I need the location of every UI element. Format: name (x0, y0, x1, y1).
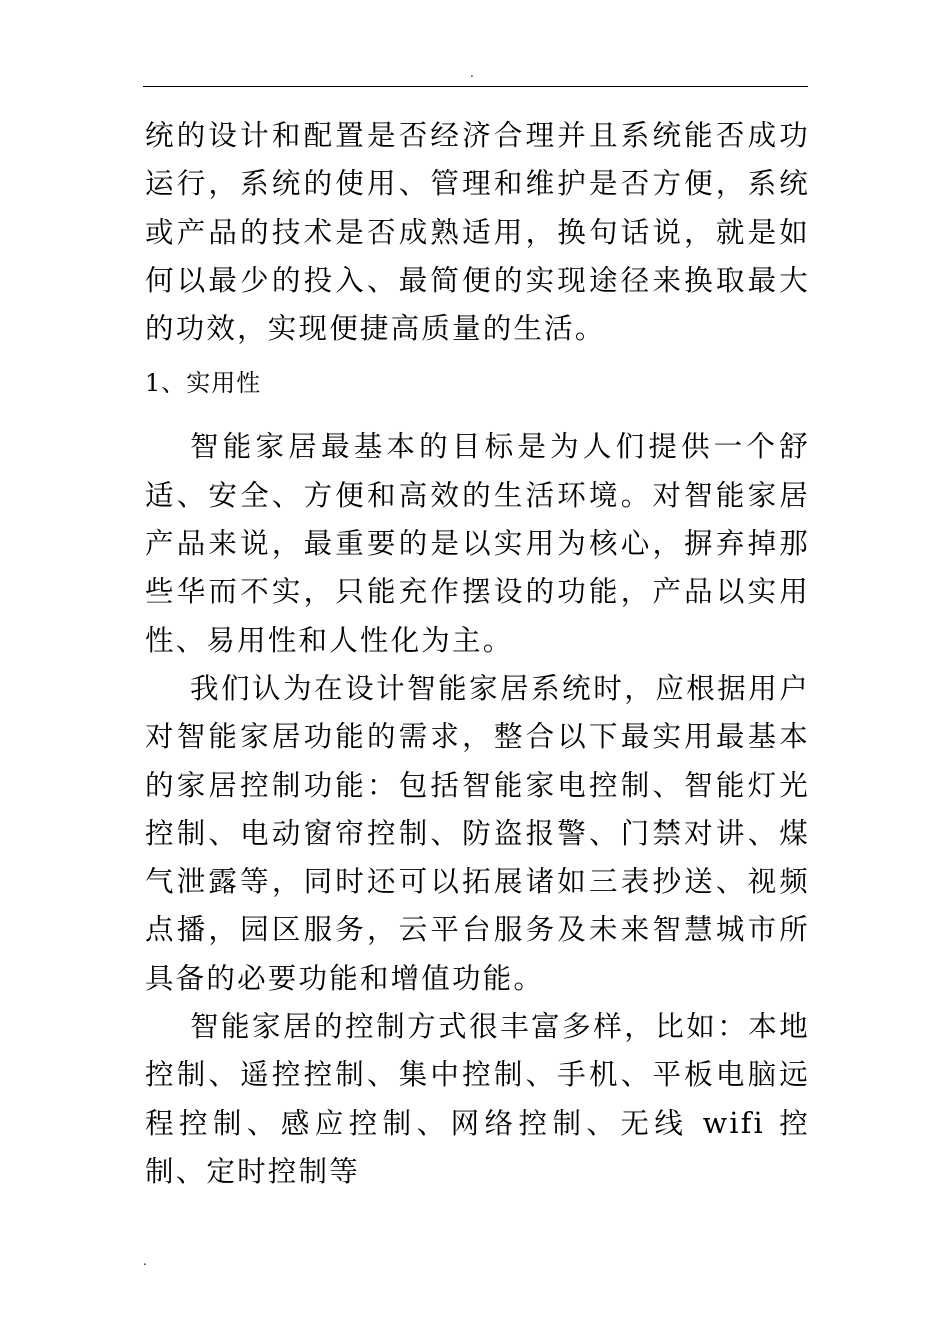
paragraph-continued: 统的设计和配置是否经济合理并且系统能否成功运行，系统的使用、管理和维护是否方便，系统或产品的技术是否成熟适用，换句话说，就是如何以最少的投入、最简便的实现途径来换取最大的功效，实现便捷高质量的生活。 (145, 119, 810, 346)
section-heading-practicality: 1、实用性 (145, 369, 262, 398)
header-mark: . (470, 66, 474, 80)
footer-mark: . (143, 1254, 147, 1268)
header-rule (143, 86, 808, 87)
paragraph-goal: 智能家居最基本的目标是为人们提供一个舒适、安全、方便和高效的生活环境。对智能家居产品来说，最重要的是以实用为核心，摒弃掉那些华而不实，只能充作摆设的功能，产品以实用性、易用性和人性化为主。 (145, 430, 810, 657)
paragraph-control-methods: 智能家居的控制方式很丰富多样，比如：本地控制、遥控控制、集中控制、手机、平板电脑远程控制、感应控制、网络控制、无线 wifi 控制、定时控制等 (145, 1010, 810, 1188)
document-body (145, 112, 810, 1196)
paragraph-functions: 我们认为在设计智能家居系统时，应根据用户对智能家居功能的需求，整合以下最实用最基本的家居控制功能：包括智能家电控制、智能灯光控制、电动窗帘控制、防盗报警、门禁对讲、煤气泄露等，同时还可以拓展诸如三表抄送、视频点播，园区服务，云平台服务及未来智慧城市所具备的必要功能和增值功能。 (145, 671, 810, 995)
